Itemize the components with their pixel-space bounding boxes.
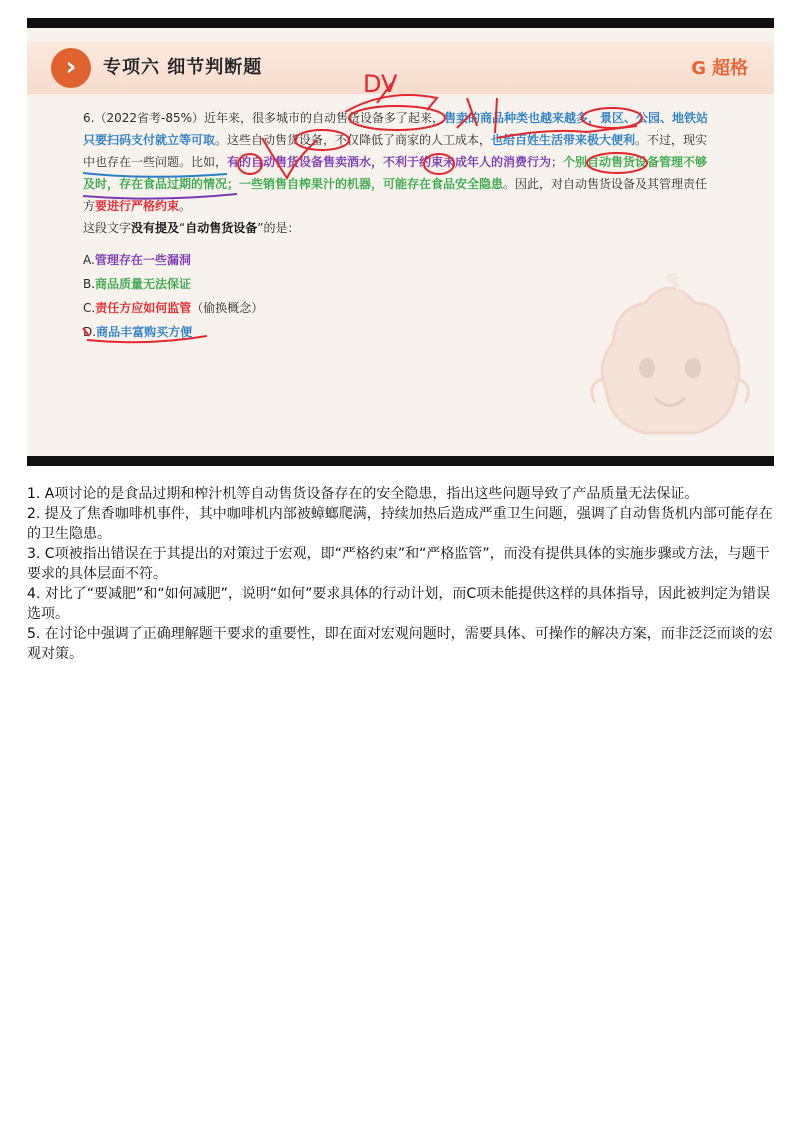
option-text: 商品质量无法保证 bbox=[95, 277, 192, 291]
slide-header bbox=[27, 42, 774, 94]
stem-a: 这段文字 bbox=[83, 221, 132, 235]
answer-options bbox=[83, 248, 263, 344]
option-prefix: B. bbox=[83, 277, 96, 291]
option-prefix: C. bbox=[83, 301, 96, 315]
annotation-dv-label: DV bbox=[363, 70, 398, 98]
option-prefix: D. bbox=[83, 325, 97, 339]
option-text: 管理存在一些漏洞 bbox=[94, 253, 191, 267]
question-text-b: 。这些自动售货设备，不仅降低了商家的人工成本， bbox=[215, 133, 492, 147]
option-c[interactable] bbox=[83, 296, 263, 320]
brand-name: 超格 bbox=[712, 58, 748, 79]
note-item: 2. 提及了焦香咖啡机事件，其中咖啡机内部被蟑螂爬满，持续加热后造成严重卫生问题，强调了自动售货机内部可能存在的卫生隐患。 bbox=[27, 506, 773, 542]
option-text: 责任方应如何监管 bbox=[95, 301, 192, 315]
question-text-d: ； bbox=[551, 155, 564, 169]
highlight-green: 个别自动售货设备管理不够及时，存在食品过期的情况；一些销售自榨果汁的机器，可能存在食品安全隐患 bbox=[83, 155, 708, 191]
option-b[interactable] bbox=[83, 272, 263, 296]
unicorn-mascot-icon bbox=[585, 273, 755, 456]
question-stem bbox=[83, 217, 713, 239]
highlight-purple: 有的自动售货设备售卖酒水，不利于约束未成年人的消费行为 bbox=[227, 155, 552, 169]
question-text bbox=[83, 107, 713, 239]
option-text: 商品丰富购买方便 bbox=[96, 325, 193, 339]
note-item: 5. 在讨论中强调了正确理解题干要求的重要性，即在面对宏观问题时，需要具体、可操作的解决方案，而非泛泛而谈的宏观对策。 bbox=[27, 626, 773, 662]
question-text-c: 。不过，现实中也存在一些问题。比如， bbox=[83, 133, 708, 169]
question-paragraph bbox=[83, 107, 713, 217]
stem-b: 没有提及 bbox=[131, 221, 180, 235]
question-text-e: 。因此，对自动售货设备及其管理责任方 bbox=[83, 177, 708, 213]
stem-e: ”的是： bbox=[257, 221, 300, 235]
highlight-blue-1: 售卖的商品种类也越来越多，景区、公园、地铁站只要扫码支付就立等可取 bbox=[83, 111, 709, 147]
note-item: 3. C项被指出错误在于其提出的对策过于宏观，即“严格约束”和“严格监管”，而没有提供具体的实施步骤或方法，与题干要求的具体层面不符。 bbox=[27, 546, 770, 582]
stem-c: “ bbox=[179, 221, 186, 235]
note-item: 4. 对比了“要减肥”和“如何减肥”，说明“如何”要求具体的行动计划，而C项未能提供这样的具体指导，因此被判定为错误选项。 bbox=[27, 586, 771, 622]
question-text-f: 。 bbox=[179, 199, 192, 213]
option-a[interactable] bbox=[83, 248, 263, 272]
brand-logo bbox=[691, 54, 748, 80]
lecture-slide bbox=[27, 28, 774, 456]
highlight-red: 要进行严格约束 bbox=[95, 199, 180, 213]
highlight-blue-2: 也给百姓生活带来极大便利 bbox=[491, 133, 636, 147]
option-d[interactable] bbox=[83, 320, 263, 344]
notes-section bbox=[27, 484, 775, 664]
option-prefix: A. bbox=[83, 253, 95, 267]
option-note: （偷换概念） bbox=[191, 301, 264, 315]
brand-g-icon: G bbox=[691, 58, 706, 79]
chevron-right-icon: › bbox=[51, 48, 91, 88]
stem-d: 自动售货设备 bbox=[185, 221, 258, 235]
question-intro: 6.（2022省考-85%）近年来，很多城市的自动售货设备多了起来， bbox=[83, 111, 444, 125]
section-title: 专项六 细节判断题 bbox=[103, 57, 263, 78]
note-item: 1. A项讨论的是食品过期和榨汁机等自动售货设备存在的安全隐患，指出这些问题导致了产品质量无法保证。 bbox=[27, 486, 699, 502]
